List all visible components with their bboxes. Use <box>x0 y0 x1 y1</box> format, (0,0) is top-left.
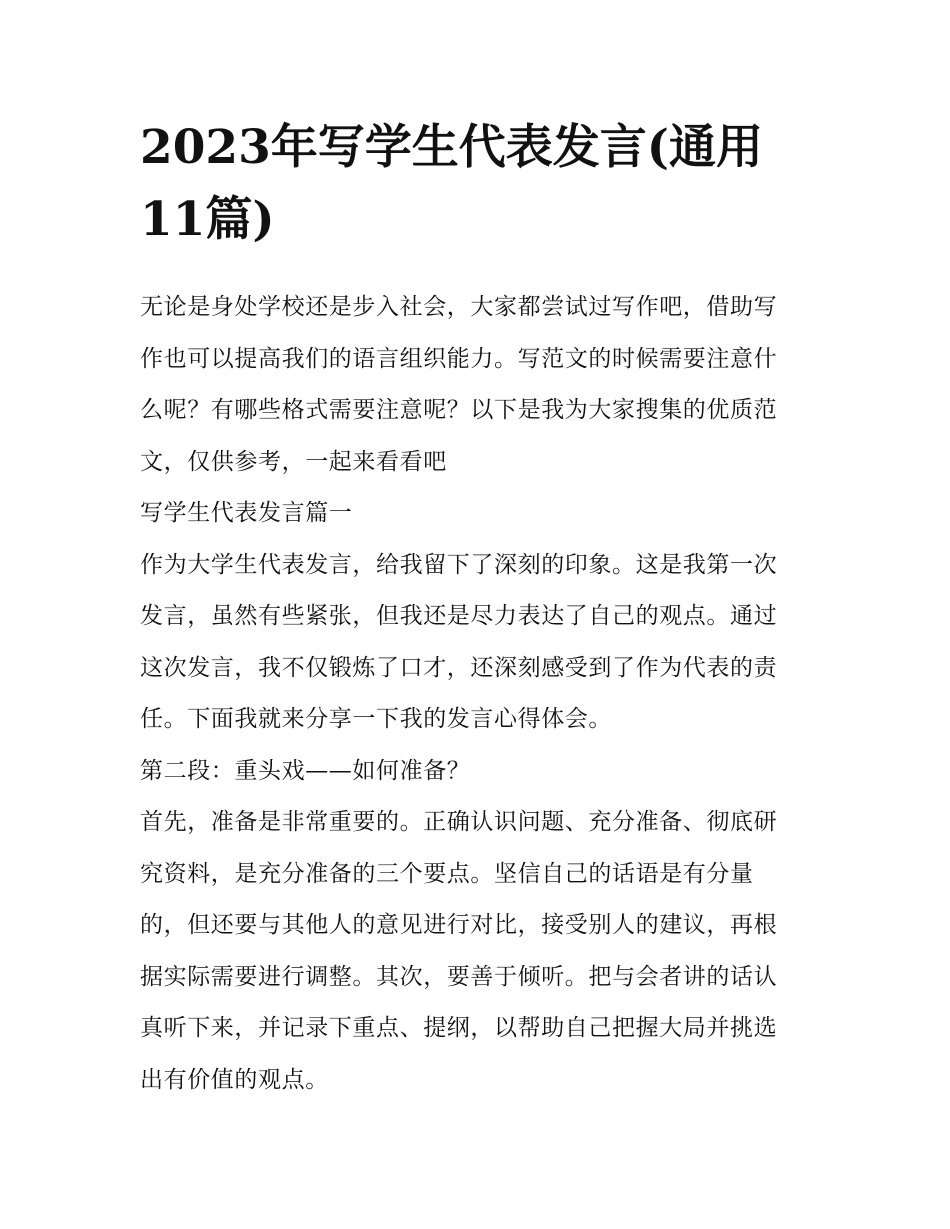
paragraph-line: 发言，虽然有些紧张，但我还是尽力表达了自己的观点。通过 <box>140 603 778 629</box>
section-heading: 写学生代表发言篇一 <box>140 500 353 526</box>
intro-line: 文，仅供参考，一起来看看吧 <box>140 448 447 475</box>
paragraph-line: 真听下来，并记录下重点、提纲，以帮助自己把握大局并挑选 <box>140 1015 778 1041</box>
title-line: 11篇) <box>140 192 275 247</box>
intro-line: 么呢？有哪些格式需要注意呢？以下是我为大家搜集的优质范 <box>140 397 778 423</box>
paragraph-line: 据实际需要进行调整。其次，要善于倾听。把与会者讲的话认 <box>140 963 778 990</box>
paragraph-line: 这次发言，我不仅锻炼了口才，还深刻感受到了作为代表的责 <box>140 654 778 681</box>
intro-line: 无论是身处学校还是步入社会，大家都尝试过写作吧，借助写 <box>140 294 778 320</box>
document-body <box>140 282 820 1106</box>
intro-line: 作也可以提高我们的语言组织能力。写范文的时候需要注意什 <box>140 345 778 372</box>
title-line: 2023年写学生代表发言(通用 <box>140 120 764 175</box>
document-title <box>140 112 820 256</box>
paragraph-line: 任。下面我就来分享一下我的发言心得体会。 <box>140 706 612 732</box>
paragraph-line: 的，但还要与其他人的意见进行对比，接受别人的建议，再根 <box>140 912 778 938</box>
paragraph-line: 作为大学生代表发言，给我留下了深刻的印象。这是我第一次 <box>140 551 778 578</box>
document-content <box>140 112 820 1106</box>
paragraph-line: 首先，准备是非常重要的。正确认识问题、充分准备、彻底研 <box>140 809 778 835</box>
paragraph-line: 究资料，是充分准备的三个要点。坚信自己的话语是有分量 <box>140 860 754 887</box>
paragraph-line: 出有价值的观点。 <box>140 1066 329 1093</box>
subsection-heading: 第二段：重头戏——如何准备？ <box>140 757 471 784</box>
